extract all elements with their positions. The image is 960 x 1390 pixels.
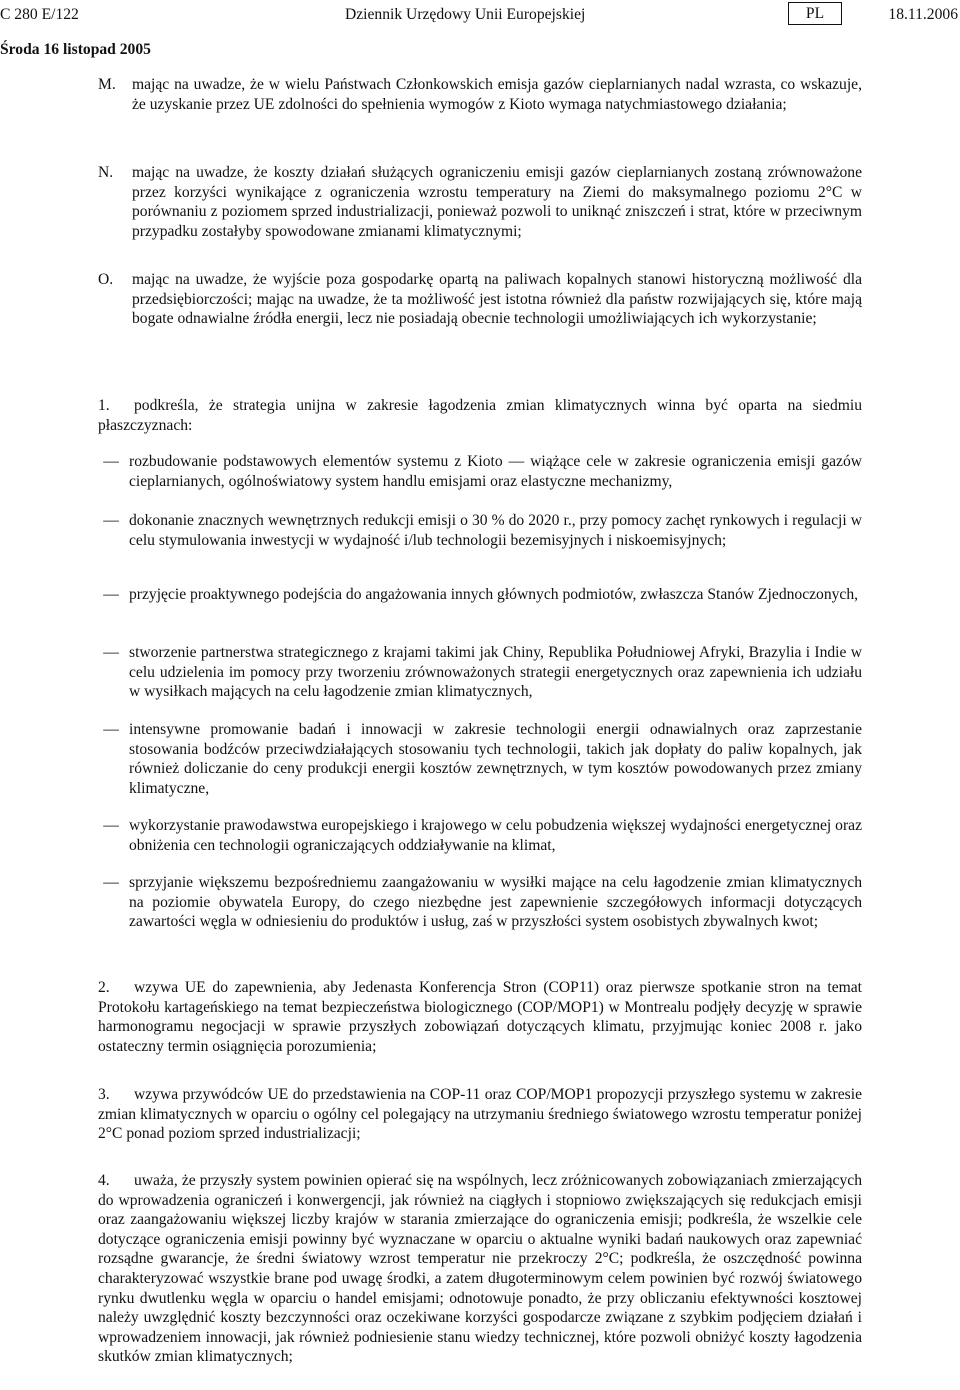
recital-label: M.: [98, 76, 116, 93]
list-item-text: sprzyjanie większemu bezpośredniemu zaangażowaniu w wysiłki mające na celu łagodzenie zmian klimatycznych na poziomie obywatela Europy, do czego niezbędne jest zapewnienie szczegółowych informacji dotyczących zawartości węgla w odniesieniu do produktów i usług, zaś w przyszłości system osobistych zbywalnych kwot;: [129, 874, 862, 931]
point-text: podkreśla, że strategia unijna w zakresie łagodzenia zmian klimatycznych winna być oparta na siedmiu płaszczyznach:: [98, 397, 862, 434]
recital-o: [98, 270, 862, 329]
point-text: uważa, że przyszły system powinien opierać się na wspólnych, lecz zróżnicowanych zobowiązaniach zmierzających do wprowadzenia ograniczeń i konwergencji, jak również na ciągłych i stopniowo zwiększających się redukcjach emisji oraz zaangażowaniu większej liczby krajów w starania zmierzające do ograniczenia emisji; podkreśla, że wszelkie cele dotyczące ograniczenia emisji powinny być wyznaczane w oparciu o aktualne wyniki badań naukowych oraz zapewniać rozsądne gwarancje, że średni światowy wzrost temperatur nie przekroczy 2°C; podkreśla, że oszczędność powinna charakteryzować wszystkie brane pod uwagę środki, a zatem długoterminowym celem powinien być rozwój światowego rynku dwutlenku węgla w oparciu o handel emisjami; odnotowuje ponadto, że przy obliczaniu efektywności kosztowej należy uwzględnić koszty bezczynności oraz oczekiwane korzyści gospodarcze związane z szybkim podjęciem działań i wprowadzeniem innowacji, jak również podniesienie stanu wiedzy technicznej, które pozwoli obniżyć koszty łagodzenia skutków zmian klimatycznych;: [98, 1172, 862, 1366]
journal-reference: C 280 E/122: [0, 6, 79, 23]
dash-marker: —: [103, 586, 119, 603]
point-text: wzywa UE do zapewnienia, aby Jedenasta Konferencja Stron (COP11) oraz pierwsze spotkanie stron na temat Protokołu kartageńskiego na temat bezpieczeństwa biologicznego (COP/MOP1) w Montrealu podjęły decyzję w sprawie harmonogramu negocjacji w sprawie przyszłych zobowiązań dotyczących klimatu, przyjmując koniec 2008 r. jako ostateczny termin osiągnięcia porozumienia;: [98, 979, 862, 1055]
list-item: [98, 873, 862, 932]
recital-text: mając na uwadze, że wyjście poza gospodarkę opartą na paliwach kopalnych stanowi historyczną możliwość dla przedsiębiorczości; mając na uwadze, że ta możliwość jest istotna również dla państw rozwijających się, które mają bogate odnawialne źródła energii, lecz nie posiadają obecnie technologii umożliwiających ich wykorzystanie;: [132, 271, 862, 328]
session-date: Środa 16 listopad 2005: [0, 41, 151, 58]
journal-header: [0, 2, 960, 28]
point-2: [98, 978, 862, 1056]
list-item-text: rozbudowanie podstawowych elementów systemu z Kioto — wiążące cele w zakresie ograniczenia emisji gazów cieplarnianych, ogólnoświatowy system handlu emisjami oraz elastyczne mechanizmy,: [129, 453, 862, 490]
list-item-text: przyjęcie proaktywnego podejścia do angażowania innych głównych podmiotów, zwłaszcza Stanów Zjednoczonych,: [129, 586, 859, 603]
point-3: [98, 1085, 862, 1144]
list-item: [98, 585, 862, 605]
list-item: [98, 720, 862, 798]
point-1: [98, 396, 862, 435]
language-badge: PL: [788, 2, 842, 25]
recital-n: [98, 163, 862, 241]
recital-text: mając na uwadze, że koszty działań służących ograniczeniu emisji gazów cieplarnianych zostaną zrównoważone przez korzyści wynikające z ograniczenia wzrostu temperatury na Ziemi do maksymalnego poziomu 2°C w porównaniu z poziomem sprzed industrializacji, ponieważ pozwoli to uniknąć zniszczeń i strat, które w przeciwnym przypadku zostałyby spowodowane zmianami klimatycznymi;: [132, 164, 862, 240]
dash-marker: —: [103, 512, 119, 529]
list-item-text: dokonanie znacznych wewnętrznych redukcji emisji o 30 % do 2020 r., przy pomocy zachęt rynkowych i regulacji w celu stymulowania inwestycji w wydajność i/lub technologii bezemisyjnych i niskoemisyjnych;: [129, 512, 862, 549]
dash-marker: —: [103, 721, 119, 738]
list-item: [98, 816, 862, 855]
publication-date: 18.11.2006: [888, 6, 958, 23]
list-item-text: intensywne promowanie badań i innowacji w zakresie technologii energii odnawialnych oraz zaprzestanie stosowania bodźców przeciwdziałających stosowaniu tych technologii, takich jak dopłaty do paliw kopalnych, jak również doliczanie do ceny produkcji energii kosztów zewnętrznych, w tym kosztów powodowanych przez zmiany klimatyczne,: [129, 721, 862, 797]
point-label: 4.: [98, 1172, 110, 1189]
journal-title: Dziennik Urzędowy Unii Europejskiej: [345, 6, 586, 23]
point-label: 1.: [98, 397, 110, 414]
dash-marker: —: [103, 453, 119, 470]
dash-marker: —: [103, 874, 119, 891]
recital-label: N.: [98, 164, 114, 181]
list-item: [98, 452, 862, 491]
point-label: 3.: [98, 1086, 110, 1103]
recital-m: [98, 75, 862, 114]
list-item-text: stworzenie partnerstwa strategicznego z krajami takimi jak Chiny, Republika Południowej Afryki, Brazylia i Indie w celu udzielenia im pomocy przy tworzeniu zrównoważonych strategii energetycznych oraz zapewnienia ich udziału w wysiłkach mających na celu łagodzenie zmian klimatycznych,: [129, 644, 862, 701]
point-4: [98, 1171, 862, 1367]
point-text: wzywa przywódców UE do przedstawienia na COP-11 oraz COP/MOP1 propozycji przyszłego systemu w zakresie zmian klimatycznych w oparciu o ogólny cel polegający na utrzymaniu średniego światowego wzrostu temperatur poniżej 2°C ponad poziom sprzed industrializacji;: [98, 1086, 862, 1143]
list-item: [98, 643, 862, 702]
recital-text: mając na uwadze, że w wielu Państwach Członkowskich emisja gazów cieplarnianych nadal wzrasta, co wskazuje, że uzyskanie przez UE zdolności do spełnienia wymogów z Kioto wymaga natychmiastowego działania;: [132, 76, 862, 113]
dash-marker: —: [103, 644, 119, 661]
list-item: [98, 511, 862, 550]
dash-marker: —: [103, 817, 119, 834]
list-item-text: wykorzystanie prawodawstwa europejskiego i krajowego w celu pobudzenia większej wydajności energetycznej oraz obniżenia cen technologii ograniczających oddziaływanie na klimat,: [129, 817, 862, 854]
point-label: 2.: [98, 979, 110, 996]
recital-label: O.: [98, 271, 114, 288]
